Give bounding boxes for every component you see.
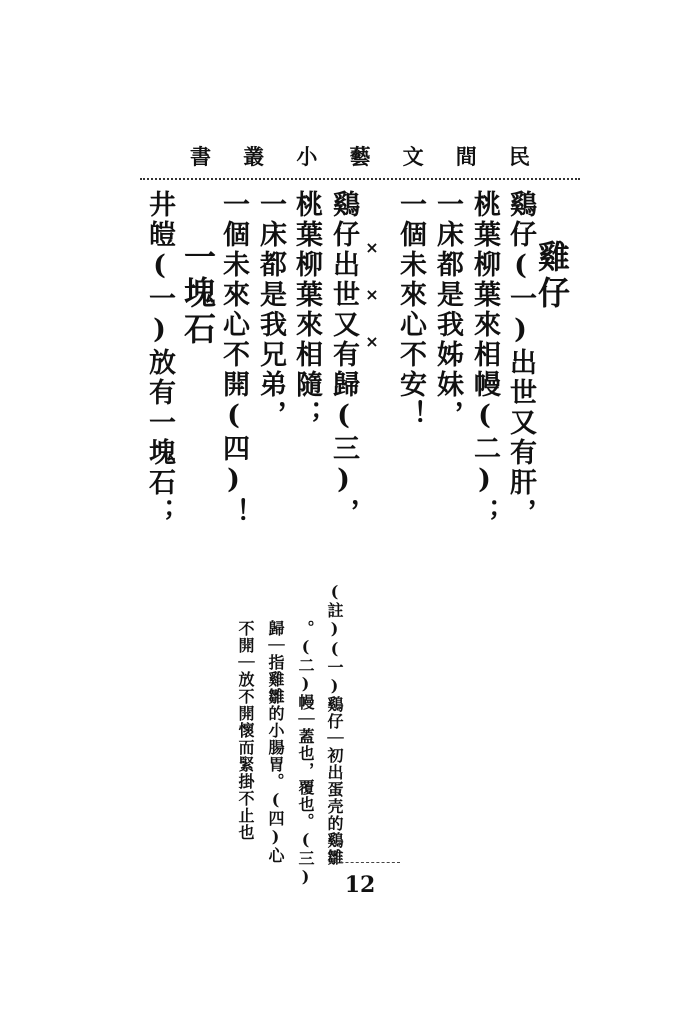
annotation-line: 不開｜放不開懷而緊掛不止也 (236, 620, 255, 841)
separator-mark: × (365, 238, 379, 257)
poem-line: 桃葉柳葉來相幔(二)； (469, 190, 500, 528)
annotation-line: 。(二)幔｜蓋也，覆也。(三) (296, 620, 315, 887)
header-char: 間 (455, 144, 477, 169)
separator-mark: × (365, 332, 379, 351)
separator-mark: × (365, 285, 379, 304)
annotation-line: 歸｜指雞雛的小腸胃。(四)心 (266, 620, 285, 864)
header-char: 書 (190, 144, 211, 169)
poem-title: 雞仔 (533, 240, 571, 312)
poem-line: 一床都是我姊妹， (432, 190, 463, 430)
poem-title: 一塊石 (179, 240, 217, 348)
header-char: 文 (402, 144, 424, 169)
header-char: 藝 (349, 144, 371, 169)
footer-rule (330, 862, 400, 863)
poem-line: 一個未來心不開(四)！ (218, 190, 249, 528)
stanza-separator (364, 238, 380, 351)
page-number: 12 (344, 872, 376, 898)
poem-line: 鷄仔出世又有歸(三)， (328, 190, 359, 528)
poem-line: 桃葉柳葉來相隨； (291, 190, 322, 430)
poem-line: 鷄仔(一)出世又有肝， (505, 190, 536, 528)
header-char: 叢 (243, 144, 265, 169)
poem-line: 一個未來心不安！ (395, 190, 426, 430)
annotation-line: (註)(一)鷄仔｜初出蛋壳的鷄雛 (325, 582, 344, 866)
header-rule (140, 178, 580, 180)
running-header (190, 140, 530, 172)
header-char: 小 (296, 144, 318, 169)
poem-line: 井皚(一)放有一塊石； (144, 190, 175, 528)
poem-line: 一床都是我兄弟， (255, 190, 286, 430)
header-char: 民 (508, 144, 530, 169)
